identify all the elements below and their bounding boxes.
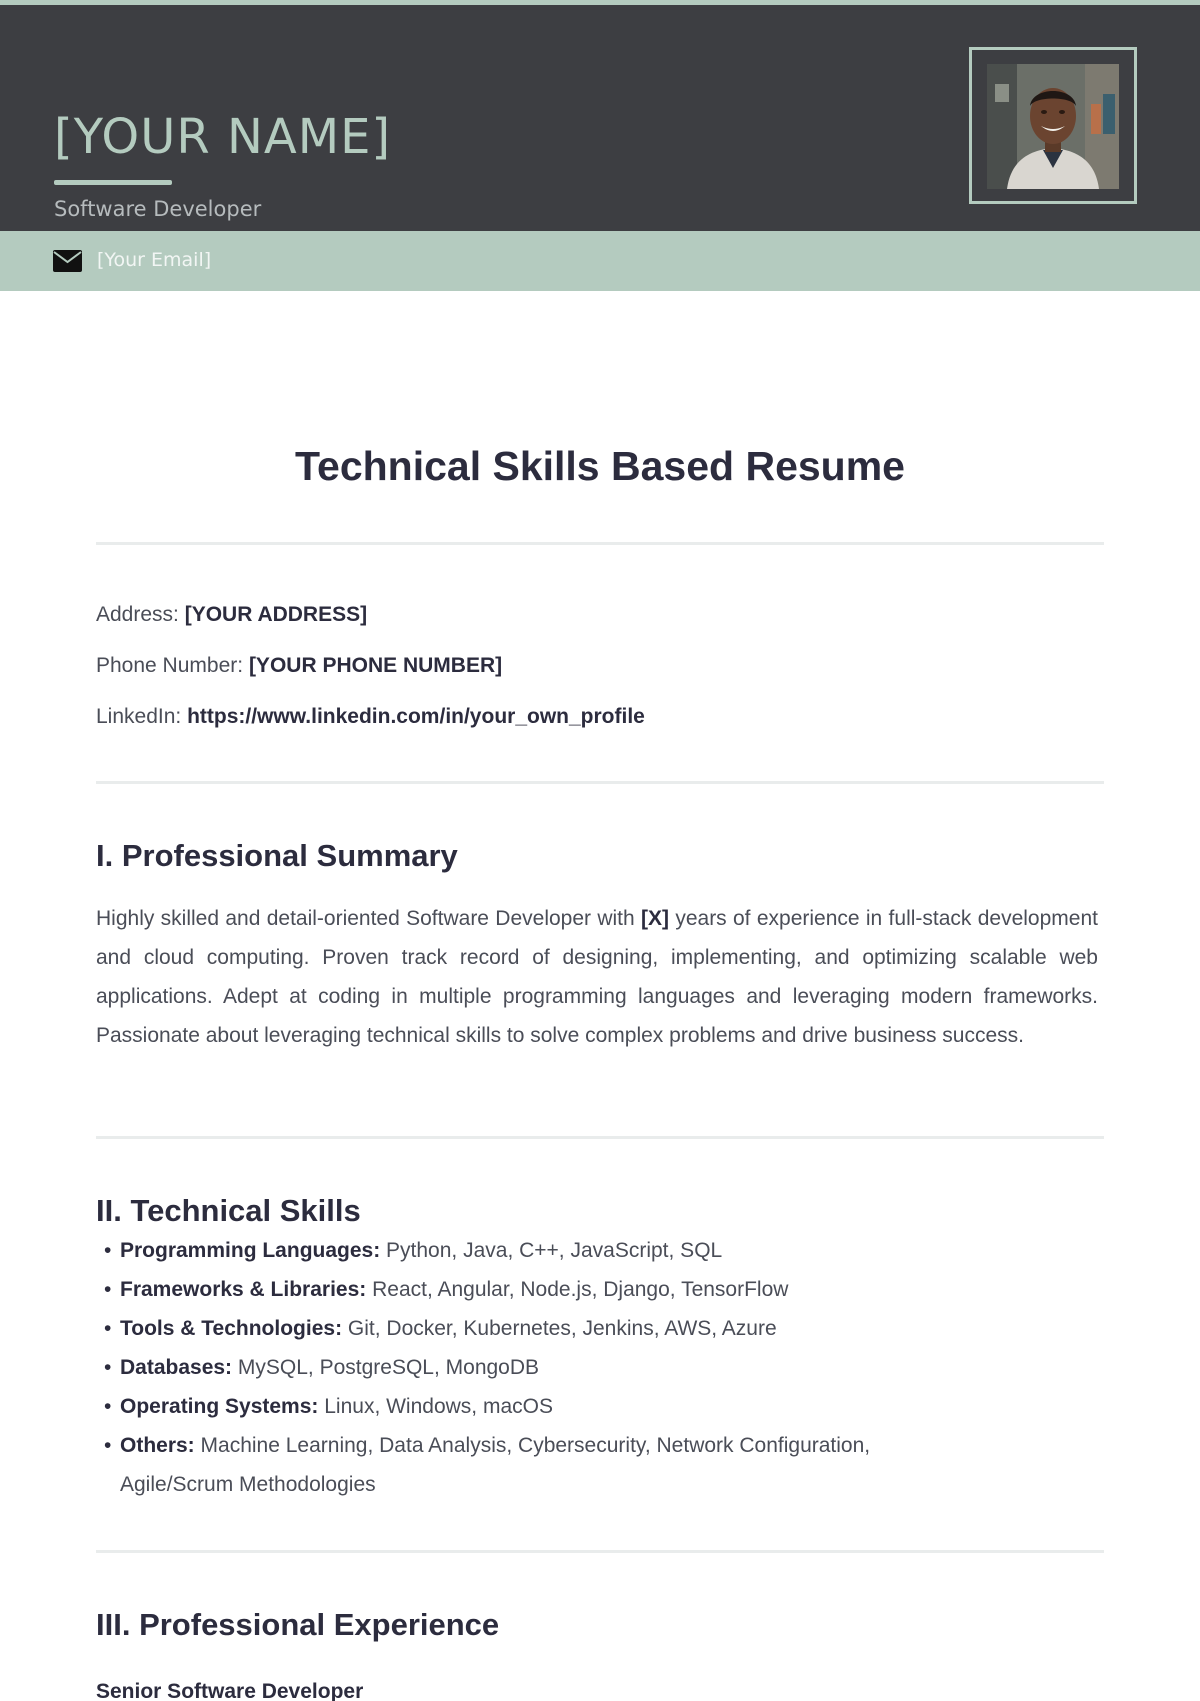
list-item [96,1426,1100,1504]
list-item [96,1231,1100,1270]
skill-value: Git, Docker, Kubernetes, Jenkins, AWS, Azure [342,1317,777,1340]
mail-icon [53,250,82,272]
list-item [96,1270,1100,1309]
divider [96,1136,1104,1139]
experience-heading: III. Professional Experience [96,1607,500,1642]
resume-header [0,5,1200,231]
phone-line [96,653,502,678]
skill-label: Others: [120,1434,195,1457]
summary-paragraph [96,899,1098,1055]
skill-label: Databases: [120,1356,233,1379]
email-text[interactable]: [Your Email] [97,249,212,271]
skill-value: MySQL, PostgreSQL, MongoDB [232,1356,540,1379]
divider [96,542,1104,545]
skills-list [96,1231,1100,1504]
skill-label: Tools & Technologies: [120,1317,343,1340]
name-underline [54,180,172,185]
summary-years: [X] [641,907,670,930]
address-value: [YOUR ADDRESS] [184,603,368,626]
address-line [96,602,367,627]
skills-heading: II. Technical Skills [96,1193,361,1228]
list-item [96,1309,1100,1348]
linkedin-line [96,704,645,729]
candidate-name: [YOUR NAME] [54,109,392,165]
contact-bar [0,231,1200,291]
profile-photo-illustration [987,64,1119,189]
divider [96,1550,1104,1553]
list-item [96,1348,1100,1387]
summary-text-start: Highly skilled and detail-oriented Software Developer with [96,907,642,930]
phone-label: Phone Number: [96,654,244,677]
skill-value: React, Angular, Node.js, Django, TensorFlow [366,1278,789,1301]
linkedin-link[interactable]: https://www.linkedin.com/in/your_own_profile [187,705,645,728]
list-item [96,1387,1100,1426]
skill-label: Operating Systems: [120,1395,319,1418]
job-title: Senior Software Developer [96,1680,364,1701]
divider [96,781,1104,784]
summary-heading: I. Professional Summary [96,838,458,873]
profile-photo [987,64,1119,189]
phone-value: [YOUR PHONE NUMBER] [248,654,503,677]
photo-frame [969,47,1137,204]
candidate-role: Software Developer [54,197,262,221]
skill-value: Linux, Windows, macOS [318,1395,553,1418]
skill-value: Python, Java, C++, JavaScript, SQL [380,1239,723,1262]
linkedin-label: LinkedIn: [96,705,182,728]
summary-text-end: years of experience in full-stack development and cloud computing. Proven track record of designing, implementing, and optimizing scalable web applications. Adept at coding in multiple programming languages and leveraging modern frameworks. Passionate about leveraging technical skills to solve complex problems and drive business success. [96,907,1098,1047]
skill-value: Machine Learning, Data Analysis, Cybersecurity, Network Configuration, Agile/Scrum Methodologies [120,1434,871,1496]
address-label: Address: [96,603,179,626]
skill-label: Frameworks & Libraries: [120,1278,367,1301]
skill-label: Programming Languages: [120,1239,381,1262]
document-title: Technical Skills Based Resume [295,443,905,489]
